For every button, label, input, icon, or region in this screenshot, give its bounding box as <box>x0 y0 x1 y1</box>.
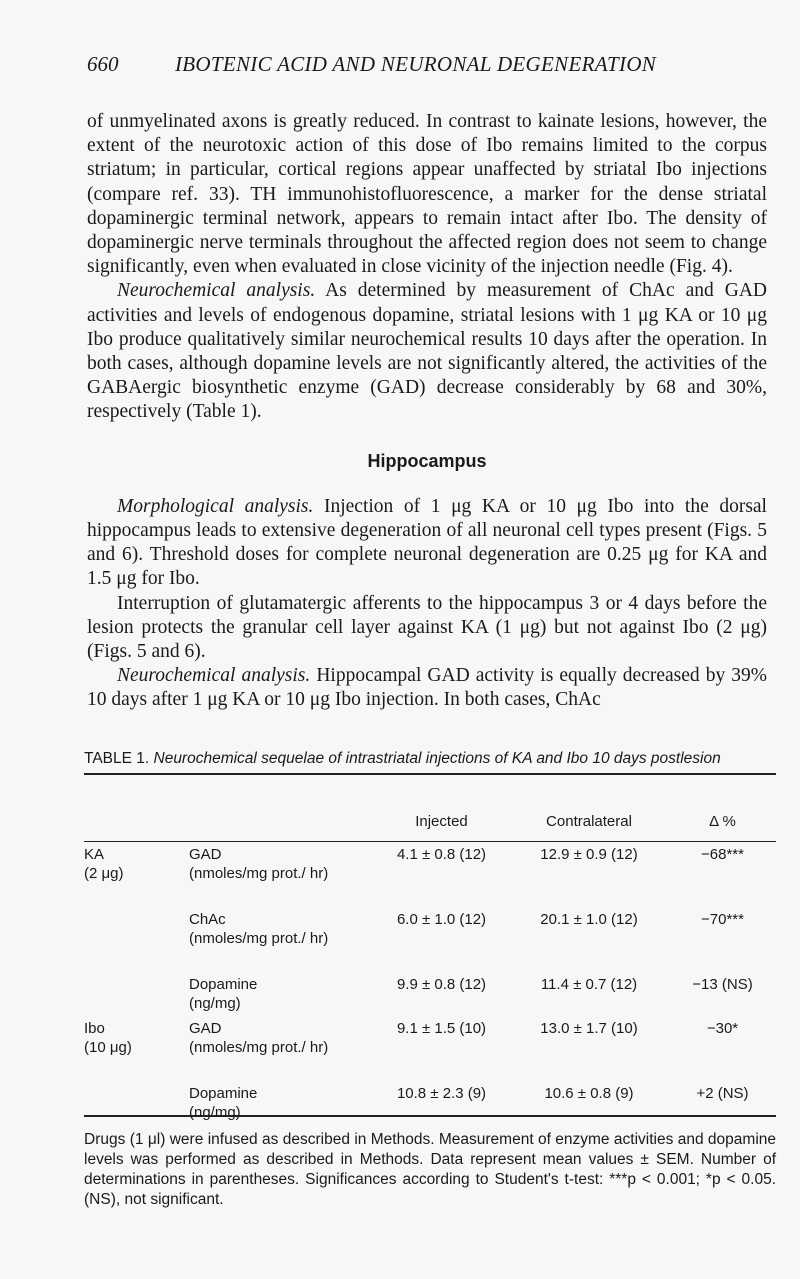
paragraph-text: As determined by measurement of ChAc and GAD activities and levels of endogenous dopamine, striatal lesions with 1 μg KA or 10 μg Ibo produce qualitatively similar neurochemical results 10 days after the operation. In both cases, although dopamine levels are not significantly altered, the activities of the GABAergic biosynthetic enzyme (GAD) decrease considerably by 68 and 30%, respectively (Table 1). <box>87 280 768 423</box>
table-row <box>84 1019 776 1084</box>
paragraph-text: of unmyelinated axons is greatly reduced. In contrast to kainate lesions, however, the extent of the neurotoxic action of this dose of Ibo remains limited to the corpus striatum; in particular, cortical regions appear unaffected by striatal Ibo injections (compare ref. 33). TH immunohistofluorescence, a marker for the dense striatal dopaminergic terminal network, appears to remain intact after Ibo. The density of dopaminergic nerve terminals throughout the affected region does not seem to change significantly, even when evaluated in close vicinity of the injection needle (Fig. 4). <box>87 111 767 278</box>
table-header-row <box>84 812 776 845</box>
paragraph-3 <box>87 495 767 592</box>
paragraph-2 <box>87 279 767 424</box>
page-number: 660 <box>87 52 119 76</box>
table-row <box>84 1084 776 1128</box>
paragraph-4 <box>87 592 767 665</box>
paragraph-1 <box>87 110 767 279</box>
cell-injected: 6.0 ± 1.0 (12) <box>396 911 487 928</box>
cell-contralateral: 20.1 ± 1.0 (12) <box>540 911 638 928</box>
cell-injected: 9.9 ± 0.8 (12) <box>396 976 487 993</box>
row-measure: Dopamine <box>189 1085 258 1102</box>
row-dose: (10 μg) <box>84 1039 132 1056</box>
paragraph-5 <box>87 664 767 712</box>
cell-contralateral: 12.9 ± 0.9 (12) <box>540 846 638 863</box>
cell-delta: −70*** <box>701 911 744 928</box>
row-group: KA <box>84 846 105 863</box>
cell-delta: −68*** <box>701 846 744 863</box>
header-injected: Injected <box>415 813 468 830</box>
row-unit: (nmoles/mg prot./ hr) <box>189 865 329 882</box>
paragraph-text: Injection of 1 μg KA or 10 μg Ibo into the dorsal hippocampus leads to extensive degeneration of all neuronal cell types present (Figs. 5 and 6). Threshold doses for complete neuronal degeneration are 0.25 μg for KA and 1.5 μg for Ibo. <box>87 495 767 590</box>
row-unit: (ng/mg) <box>189 1104 241 1121</box>
cell-injected: 4.1 ± 0.8 (12) <box>396 846 487 863</box>
table-title: Neurochemical sequelae of intrastriatal injections of KA and Ibo 10 days postlesion <box>153 750 721 767</box>
section-heading: Hippocampus <box>367 450 487 471</box>
table-row <box>84 975 776 1019</box>
cell-contralateral: 10.6 ± 0.8 (9) <box>544 1085 634 1102</box>
paragraph-text: Hippocampal GAD activity is equally decreased by 39% 10 days after 1 μg KA or 10 μg Ibo injection. In both cases, ChAc <box>87 665 768 711</box>
table-top-rule <box>84 773 776 775</box>
row-unit: (nmoles/mg prot./ hr) <box>189 930 329 947</box>
table-caption <box>84 750 774 768</box>
table-row <box>84 910 776 975</box>
cell-injected: 9.1 ± 1.5 (10) <box>396 1020 487 1037</box>
header-contralateral: Contralateral <box>546 813 632 830</box>
table-row <box>84 845 776 910</box>
cell-delta: −13 (NS) <box>692 976 753 993</box>
data-table <box>84 812 776 1128</box>
row-measure: Dopamine <box>189 976 258 993</box>
row-measure: GAD <box>189 846 222 863</box>
body-text <box>87 110 767 713</box>
cell-injected: 10.8 ± 2.3 (9) <box>396 1085 487 1102</box>
cell-delta: +2 (NS) <box>696 1085 749 1102</box>
cell-contralateral: 13.0 ± 1.7 (10) <box>540 1020 638 1037</box>
row-group: Ibo <box>84 1020 105 1037</box>
paragraph-lead: Neurochemical analysis. <box>117 665 311 687</box>
row-measure: ChAc <box>189 911 226 928</box>
table-footnote: Drugs (1 μl) were infused as described in Methods. Measurement of enzyme activities and dopamine levels was performed as described in Methods. Data represent mean values ± SEM. Number of determinations in parentheses. Significances according to Student's t-test: ***p < 0.001; *p < 0.05. (NS), not significant. <box>84 1131 776 1208</box>
paragraph-text: Interruption of glutamatergic afferents to the hippocampus 3 or 4 days before the lesion protects the granular cell layer against KA (1 μg) but not against Ibo (2 μg) (Figs. 5 and 6). <box>87 592 767 663</box>
paragraph-lead: Morphological analysis. <box>117 495 314 517</box>
running-header <box>0 52 800 78</box>
table-label: TABLE 1. <box>84 750 150 767</box>
cell-contralateral: 11.4 ± 0.7 (12) <box>540 976 638 993</box>
row-unit: (nmoles/mg prot./ hr) <box>189 1039 329 1056</box>
running-title: IBOTENIC ACID AND NEURONAL DEGENERATION <box>175 52 657 76</box>
row-dose: (2 μg) <box>84 865 124 882</box>
row-unit: (ng/mg) <box>189 995 241 1012</box>
cell-delta: −30* <box>706 1020 739 1037</box>
paragraph-lead: Neurochemical analysis. <box>117 280 316 302</box>
header-delta: Δ % <box>709 813 736 830</box>
row-measure: GAD <box>189 1020 222 1037</box>
